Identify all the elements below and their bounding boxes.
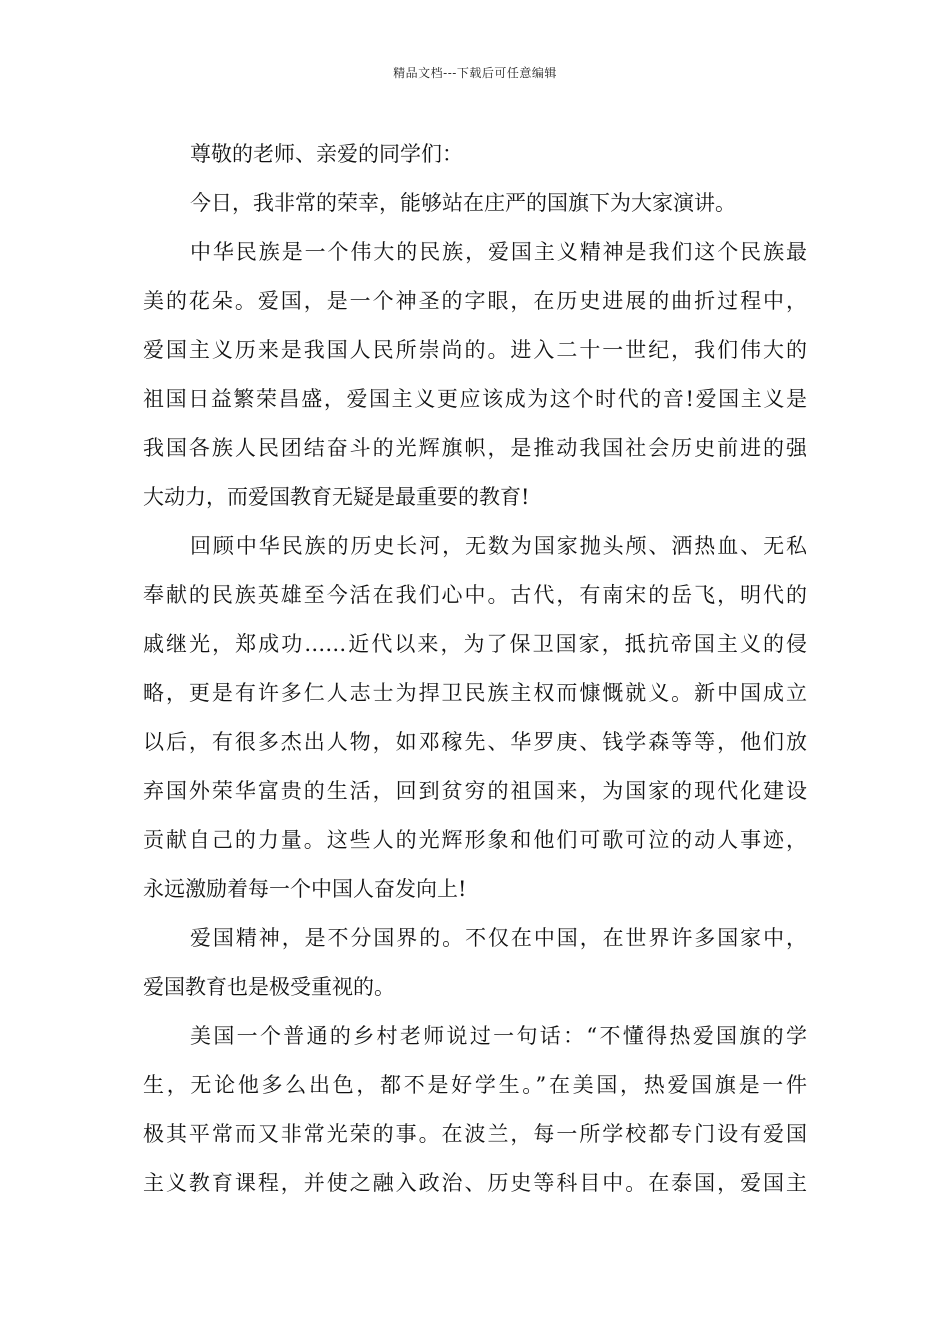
text-line: 爱国精神，是不分国界的。不仅在中国，在世界许多国家中， — [190, 926, 807, 950]
text-line: 奉献的民族英雄至今活在我们心中。古代，有南宋的岳飞，明代的 — [143, 583, 807, 607]
text-line: 永远激励着每一个中国人奋发向上! — [143, 877, 467, 901]
text-line: 美的花朵。爱国，是一个神圣的字眼，在历史进展的曲折过程中， — [143, 289, 807, 313]
text-line: 回顾中华民族的历史长河，无数为国家抛头颅、洒热血、无私 — [190, 534, 807, 558]
page-header: 精品文档---下载后可任意编辑 — [393, 66, 557, 80]
text-line: 中华民族是一个伟大的民族，爱国主义精神是我们这个民族最 — [190, 240, 807, 264]
speech-body — [143, 130, 807, 1208]
text-line: 爱国主义历来是我国人民所崇尚的。进入二十一世纪，我们伟大的 — [143, 338, 807, 362]
text-line: 今日，我非常的荣幸，能够站在庄严的国旗下为大家演讲。 — [190, 191, 736, 215]
text-line: 美国一个普通的乡村老师说过一句话：“不懂得热爱国旗的学 — [190, 1024, 807, 1048]
text-line: 略，更是有许多仁人志士为捍卫民族主权而慷慨就义。新中国成立 — [143, 681, 807, 705]
text-line: 贡献自己的力量。这些人的光辉形象和他们可歌可泣的动人事迹， — [143, 828, 807, 852]
text-line: 祖国日益繁荣昌盛，爱国主义更应该成为这个时代的音!爱国主义是 — [143, 387, 807, 411]
text-line: 生，无论他多么出色，都不是好学生。”在美国，热爱国旗是一件 — [143, 1073, 807, 1097]
text-line: 尊敬的老师、亲爱的同学们： — [190, 142, 463, 166]
text-line: 主义教育课程，并使之融入政治、历史等科目中。在泰国，爱国主 — [143, 1171, 807, 1195]
text-line: 弃国外荣华富贵的生活，回到贫穷的祖国来，为国家的现代化建设 — [143, 779, 807, 803]
text-line: 我国各族人民团结奋斗的光辉旗帜，是推动我国社会历史前进的强 — [143, 436, 807, 460]
text-line: 戚继光，郑成功……近代以来，为了保卫国家，抵抗帝国主义的侵 — [143, 632, 807, 656]
text-line: 以后，有很多杰出人物，如邓稼先、华罗庚、钱学森等等，他们放 — [143, 730, 807, 754]
text-line: 爱国教育也是极受重视的。 — [143, 975, 395, 999]
text-line: 大动力，而爱国教育无疑是最重要的教育! — [143, 485, 530, 509]
text-line: 极其平常而又非常光荣的事。在波兰，每一所学校都专门设有爱国 — [143, 1122, 807, 1146]
